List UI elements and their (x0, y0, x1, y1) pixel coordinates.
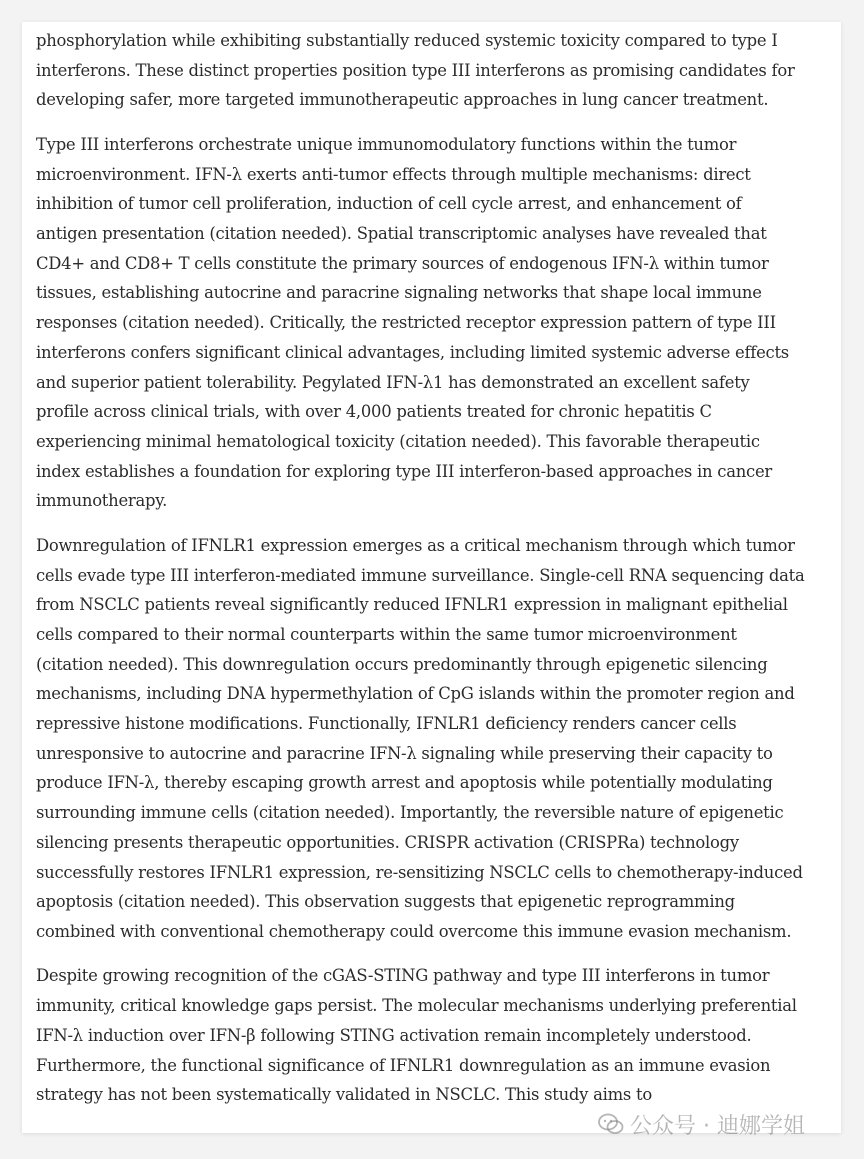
watermark (598, 1109, 805, 1139)
paragraph-1: phosphorylation while exhibiting substantially reduced systemic toxicity compared to type I interferons. These distinct properties position type III interferons as promising candidates for developing safer, more targeted immunotherapeutic approaches in lung cancer treatment. (36, 31, 795, 110)
wechat-icon (598, 1113, 624, 1135)
paragraph-3: Downregulation of IFNLR1 expression emerges as a critical mechanism through which tumor cells evade type III interferon-mediated immune surveillance. Single-cell RNA sequencing data from NSCLC patients reveal significantly reduced IFNLR1 expression in malignant epithelial cells compared to their normal counterparts within the same tumor microenvironment (citation needed). This downregulation occurs predominantly through epigenetic silencing mechanisms, including DNA hypermethylation of CpG islands within the promoter region and repressive histone modifications. Functionally, IFNLR1 deficiency renders cancer cells unresponsive to autocrine and paracrine IFN-λ signaling while preserving their capacity to produce IFN-λ, thereby escaping growth arrest and apoptosis while potentially modulating surrounding immune cells (citation needed). Importantly, the reversible nature of epigenetic silencing presents therapeutic opportunities. CRISPR activation (CRISPRa) technology successfully restores IFNLR1 expression, re-sensitizing NSCLC cells to chemotherapy-induced apoptosis (citation needed). This observation suggests that epigenetic reprogramming combined with conventional chemotherapy could overcome this immune evasion mechanism. (36, 535, 805, 941)
paragraph-2: Type III interferons orchestrate unique immunomodulatory functions within the tumor microenvironment. IFN-λ exerts anti-tumor effects through multiple mechanisms: direct inhibition of tumor cell proliferation, induction of cell cycle arrest, and enhancement of antigen presentation (citation needed). Spatial transcriptomic analyses have revealed that CD4+ and CD8+ T cells constitute the primary sources of endogenous IFN-λ within tumor tissues, establishing autocrine and paracrine signaling networks that shape local immune responses (citation needed). Critically, the restricted receptor expression pattern of type III interferons confers significant clinical advantages, including limited systemic adverse effects and superior patient tolerability. Pegylated IFN-λ1 has demonstrated an excellent safety profile across clinical trials, with over 4,000 patients treated for chronic hepatitis C experiencing minimal hematological toxicity (citation needed). This favorable therapeutic index establishes a foundation for exploring type III interferon-based approaches in cancer immunotherapy. (36, 134, 789, 511)
document-page (22, 22, 841, 1133)
paragraph-4: Despite growing recognition of the cGAS-STING pathway and type III interferons in tumor immunity, critical knowledge gaps persist. The molecular mechanisms underlying preferential IFN-λ induction over IFN-β following STING activation remain incompletely understood. Furthermore, the functional significance of IFNLR1 downregulation as an immune evasion strategy has not been systematically validated in NSCLC. This study aims to (36, 966, 797, 1105)
document-body (36, 26, 806, 1125)
watermark-text: 公众号 · 迪娜学姐 (630, 1113, 805, 1139)
